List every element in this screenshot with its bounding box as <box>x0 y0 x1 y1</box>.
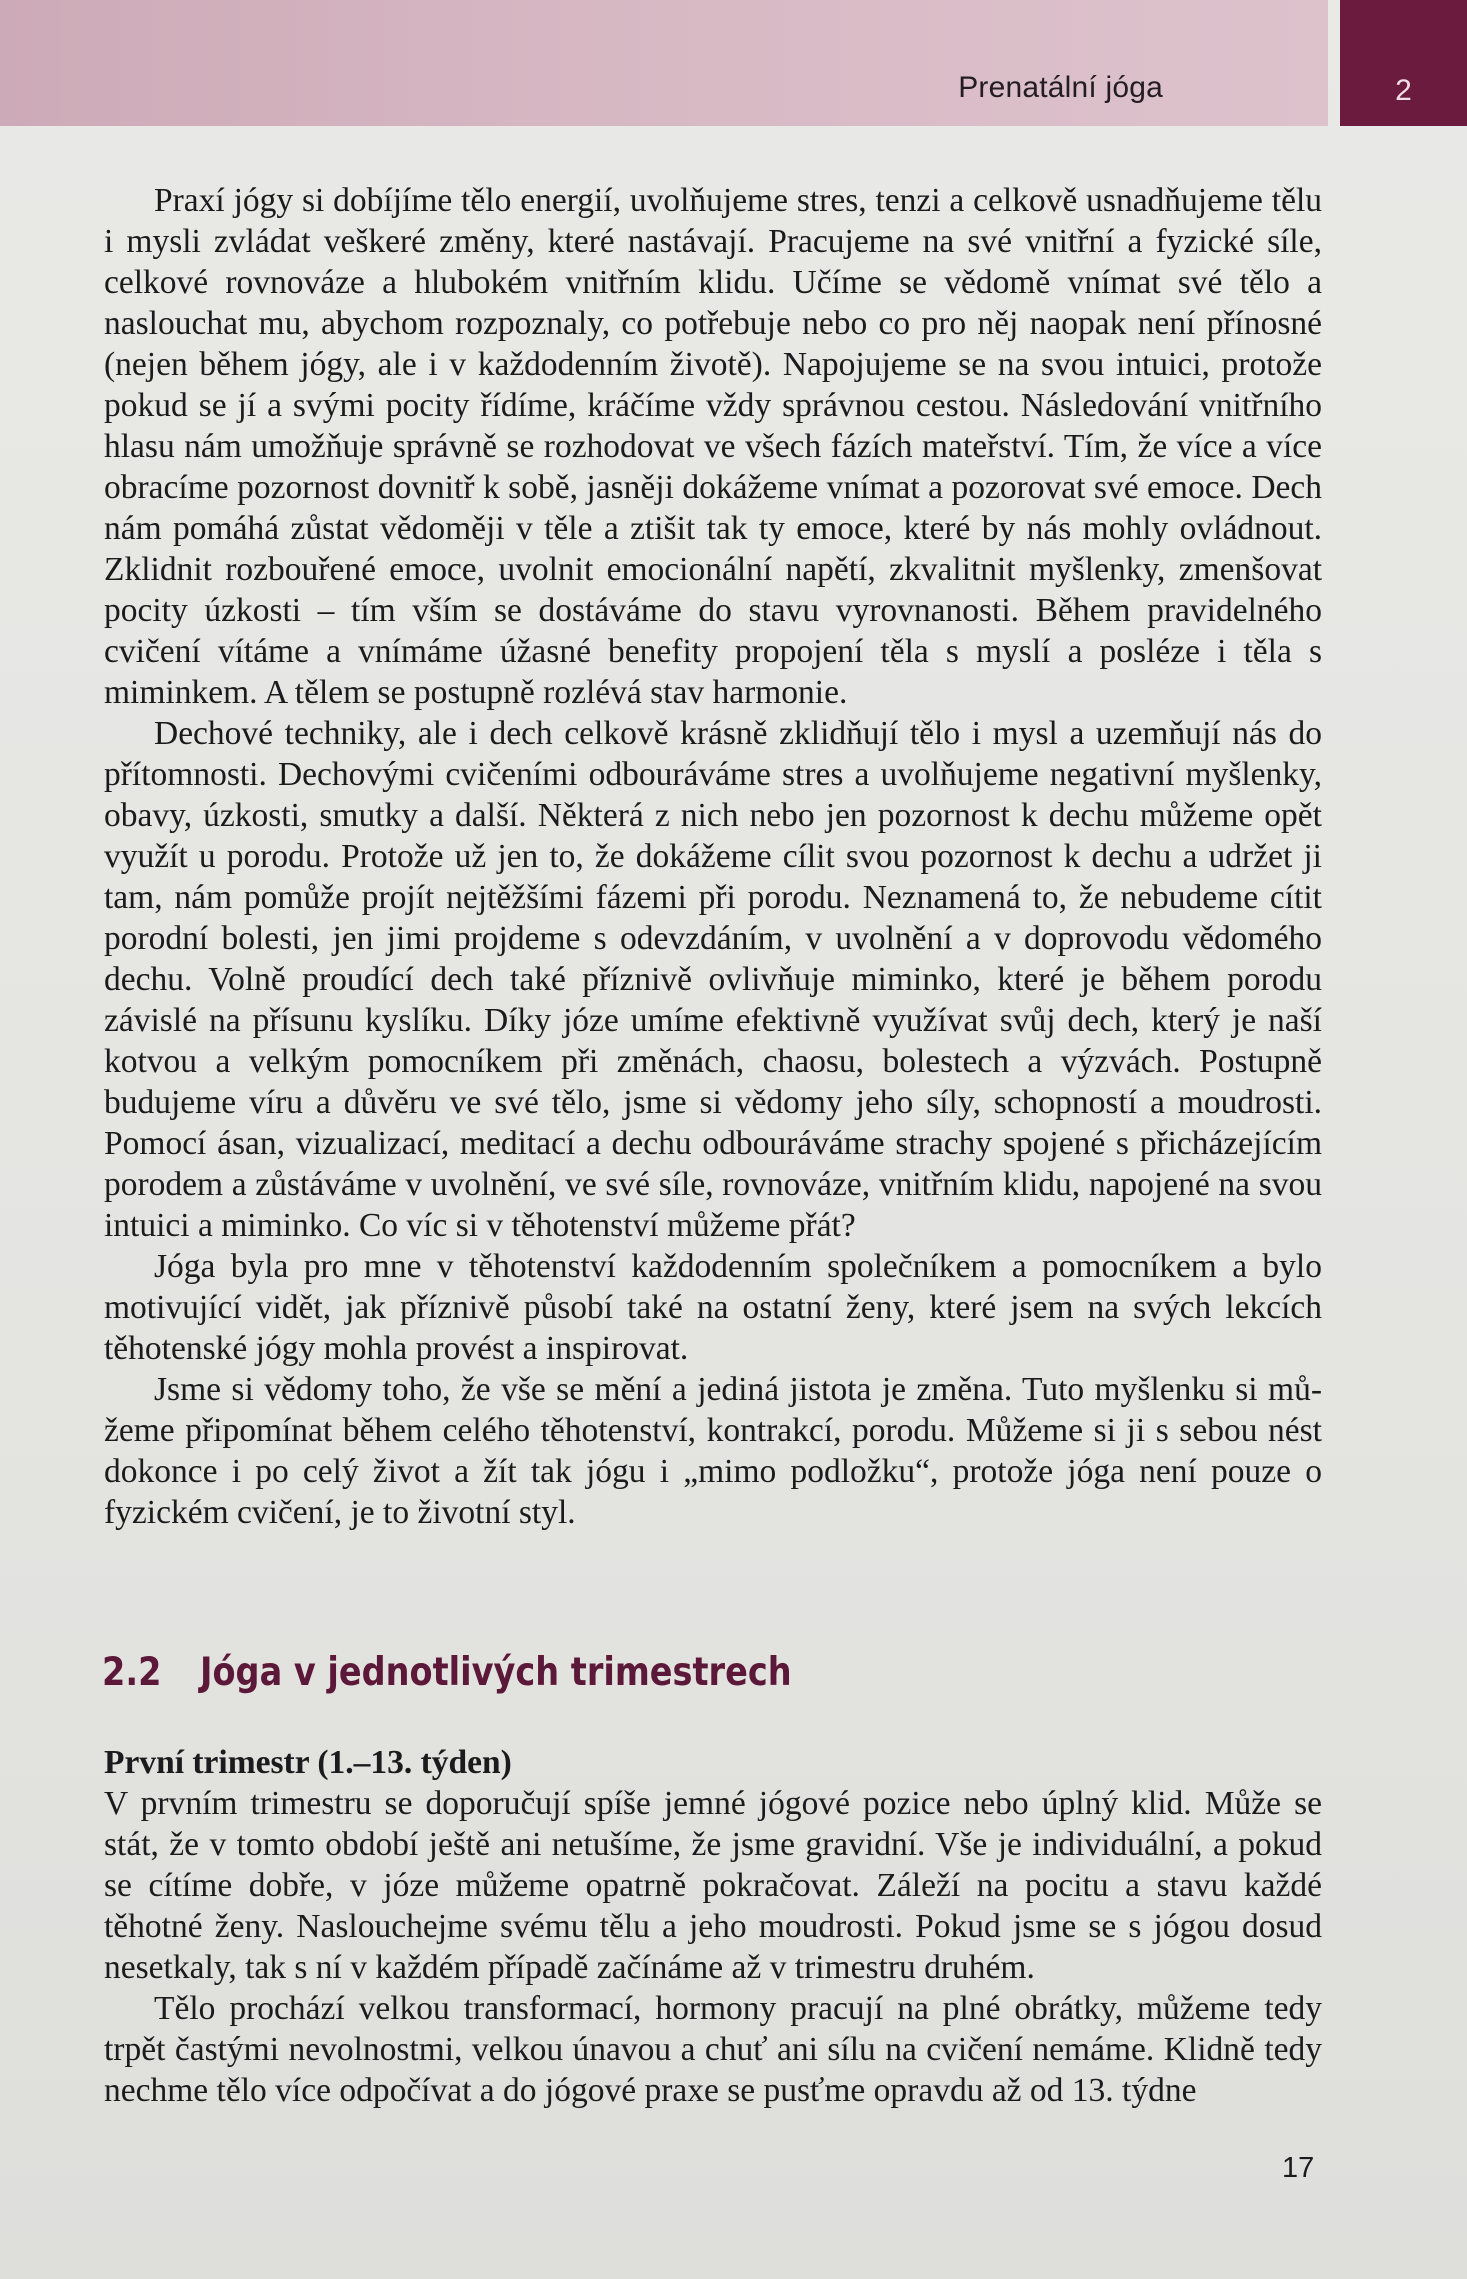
paragraph: Dechové techniky, ale i dech celkově krásně zklidňují tělo i mysl a uzemňují nás do přítomnosti. Dechovými cvičeními odbouráváme stres a uvolňujeme negativní myšlenky, obavy, úzkosti, smutky a další. Některá z nich nebo jen pozornost k dechu můžeme opět využít u porodu. Protože už jen to, že dokážeme cílit svou pozornost k dechu a udržet ji tam, nám pomůže projít nejtěžšími fázemi při porodu. Neznamená to, že nebudeme cítit porodní bolesti, jen jimi projdeme s odevzdáním, v uvolnění a v doprovodu vědomého dechu. Volně proudící dech také příznivě ovlivňuje miminko, které je během porodu závislé na přísunu kyslíku. Díky józe umíme efektivně využívat svůj dech, který je naší kotvou a velkým pomocníkem při změnách, chaosu, bolestech a výzvách. Postupně budujeme víru a důvěru ve své tělo, jsme si vědomy jeho síly, schopností a moudrosti. Pomocí ásan, vizualizací, meditací a dechu odbouráváme strachy spojené s přicházejícím porodem a zůstáváme v uvolnění, ve své síle, rovnováze, vnitřním klidu, napojené na svou intuici a miminko. Co víc si v těhotenství můžeme přát? <box>104 715 1322 1244</box>
body-text-section <box>104 1783 1322 2111</box>
paragraph: V prvním trimestru se doporučují spíše jemné jógové pozice nebo úplný klid. Může se stát, že v tomto období ještě ani netušíme, že jsme gravidní. Vše je individuální, a pokud se cítíme dobře, v józe můžeme opatrně pokračovat. Záleží na pocitu a stavu každé těhotné ženy. Naslouchejme svému tělu a jeho moudrosti. Pokud jsme se s jógou dosud nesetkaly, tak s ní v každém případě začínáme až v trimestru druhém. <box>104 1785 1322 1986</box>
paragraph: Jsme si vědomy toho, že vše se mění a jediná jistota je změna. Tuto myšlenku si můžeme připomínat během celého těhotenství, kontrakcí, porodu. Můžeme si ji s sebou nést dokonce i po celý život a žít tak jógu i „mimo podložku“, protože jóga není pouze o fyzickém cvičení, je to životní styl. <box>104 1371 1322 1531</box>
page-number: 17 <box>1282 2152 1315 2184</box>
section-number: 2.2 <box>102 1650 162 1695</box>
header-band <box>0 0 1328 126</box>
chapter-tab <box>1340 0 1467 126</box>
paragraph: Praxí jógy si dobíjíme tělo energií, uvolňujeme stres, tenzi a celkově usnadňujeme tělu i mysli zvládat veškeré změny, které nastávají. Pracujeme na své vnitřní a fyzické síle, celkové rovnováze a hlubokém vnitřním klidu. Učíme se vědomě vnímat své tělo a naslouchat mu, abychom rozpoznaly, co potřebuje nebo co pro něj naopak není přínosné (nejen během jógy, ale i v každodenním životě). Napojujeme se na svou intuici, protože pokud se jí a svými pocity řídíme, kráčíme vždy správnou cestou. Následování vnitřního hlasu nám umožňuje správně se rozhodovat ve všech fázích mateřství. Tím, že více a více obracíme pozornost dovnitř k sobě, jasněji dokážeme vnímat a pozorovat své emoce. Dech nám pomáhá zůstat vědoměji v těle a ztišit tak ty emoce, které by nás mohly ovládnout. Zklidnit rozbouřené emoce, uvolnit emocionální napětí, zkvalitnit myšlenky, zmenšovat pocity úzkosti – tím vším se dostáváme do stavu vyrovnanosti. Během pravidelného cvičení vítáme a vnímáme úžasné benefity propojení těla s myslí a posléze i těla s miminkem. A tělem se postupně rozlévá stav harmonie. <box>104 182 1322 711</box>
chapter-number: 2 <box>1395 74 1412 107</box>
subsection-heading: První trimestr (1.–13. týden) <box>104 1744 512 1781</box>
paragraph: Jóga byla pro mne v těhotenství každodenním společníkem a pomocníkem a bylo motivující vidět, jak příznivě působí také na ostatní ženy, které jsem na svých lekcích těhotenské jógy mohla provést a inspirovat. <box>104 1248 1322 1367</box>
paragraph: Tělo prochází velkou transformací, hormony pracují na plné obrátky, můžeme tedy trpět častými nevolnostmi, velkou únavou a chuť ani sílu na cvičení nemáme. Klidně tedy nechme tělo více odpočívat a do jógové praxe se pusťme opravdu až od 13. týdne <box>104 1990 1322 2109</box>
body-text <box>104 180 1322 1533</box>
running-head-title: Prenatální jóga <box>958 71 1163 104</box>
section-heading <box>102 1650 792 1695</box>
section-title: Jóga v jednotlivých trimestrech <box>200 1650 792 1695</box>
